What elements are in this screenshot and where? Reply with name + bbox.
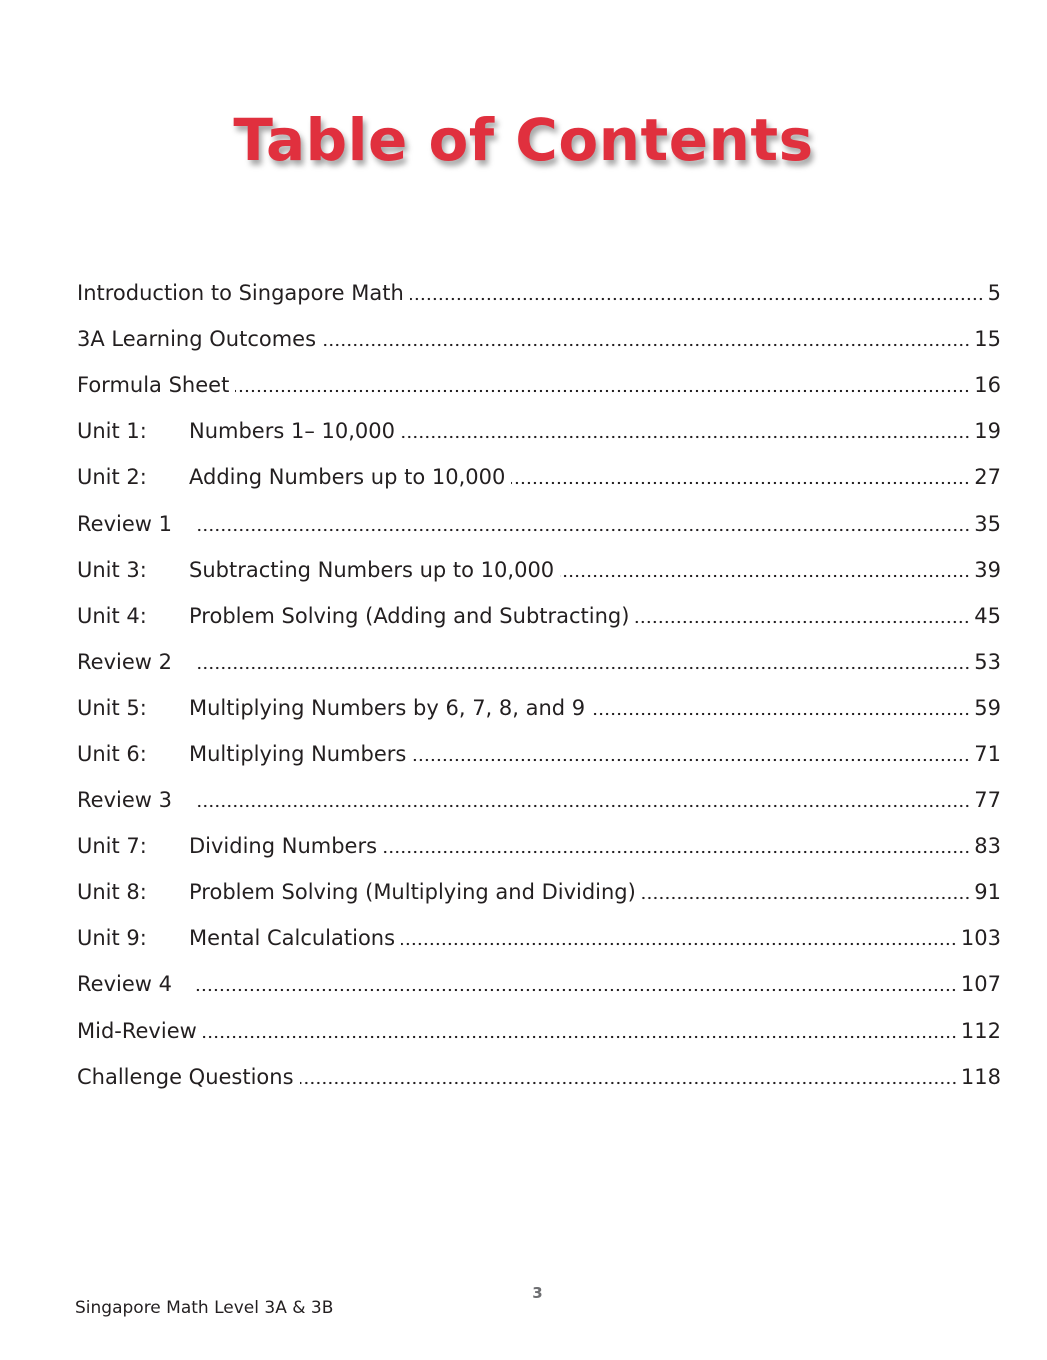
toc-entry-title: Subtracting Numbers up to 10,000 bbox=[189, 557, 555, 582]
toc-entry bbox=[77, 823, 1001, 869]
toc-entry-title: Multiplying Numbers bbox=[189, 741, 407, 766]
toc-entry bbox=[77, 1008, 1001, 1054]
dot-leader bbox=[300, 1081, 957, 1085]
toc-entry bbox=[77, 731, 1001, 777]
dot-leader bbox=[412, 758, 970, 762]
page-title: Table of Contents bbox=[233, 106, 814, 174]
toc-entry bbox=[77, 408, 1001, 454]
toc-entry-title: Multiplying Numbers by 6, 7, 8, and 9 bbox=[189, 695, 586, 720]
toc-entry-page: 59 bbox=[974, 695, 1001, 720]
toc-entry bbox=[77, 270, 1001, 316]
toc-entry bbox=[77, 777, 1001, 823]
toc-entry-page: 53 bbox=[974, 649, 1001, 674]
toc-entry-label: Unit 2: bbox=[77, 465, 147, 490]
toc-entry bbox=[77, 961, 1001, 1007]
toc-entry-label: Unit 3: bbox=[77, 557, 147, 582]
dot-leader bbox=[203, 1035, 957, 1039]
toc-entry bbox=[77, 915, 1001, 961]
toc-entry-label: Unit 9: bbox=[77, 926, 147, 951]
dot-leader bbox=[642, 896, 970, 900]
toc-entry-page: 112 bbox=[960, 1018, 1001, 1043]
toc-entry-page: 107 bbox=[960, 972, 1001, 997]
toc-entry-page: 27 bbox=[974, 465, 1001, 490]
dot-leader bbox=[195, 988, 957, 992]
toc-entry bbox=[77, 362, 1001, 408]
toc-entry-page: 118 bbox=[960, 1064, 1001, 1089]
toc-entry-page: 5 bbox=[987, 281, 1001, 306]
toc-entry-page: 15 bbox=[974, 327, 1001, 352]
toc-entry-title: Problem Solving (Multiplying and Dividing) bbox=[189, 880, 636, 905]
toc-entry-label: Review 1 bbox=[77, 511, 172, 536]
table-of-contents bbox=[77, 270, 1001, 1100]
dot-leader bbox=[410, 297, 984, 301]
toc-entry-title: Formula Sheet bbox=[77, 373, 230, 398]
toc-entry-page: 16 bbox=[974, 373, 1001, 398]
toc-entry-label: Review 2 bbox=[77, 649, 172, 674]
footer-book-title: Singapore Math Level 3A & 3B bbox=[75, 1298, 334, 1318]
toc-entry-label: Unit 5: bbox=[77, 695, 147, 720]
dot-leader bbox=[195, 804, 970, 808]
toc-entry-title: 3A Learning Outcomes bbox=[77, 327, 317, 352]
toc-entry-title: Introduction to Singapore Math bbox=[77, 281, 404, 306]
toc-entry bbox=[77, 685, 1001, 731]
dot-leader bbox=[195, 528, 970, 532]
toc-entry-label: Review 4 bbox=[77, 972, 172, 997]
toc-entry-label: Unit 8: bbox=[77, 880, 147, 905]
toc-entry-page: 77 bbox=[974, 788, 1001, 813]
toc-entry bbox=[77, 454, 1001, 500]
toc-entry bbox=[77, 869, 1001, 915]
dot-leader bbox=[322, 343, 970, 347]
toc-entry-title: Numbers 1– 10,000 bbox=[189, 419, 395, 444]
toc-entry-label: Unit 7: bbox=[77, 834, 147, 859]
toc-entry-page: 71 bbox=[974, 741, 1001, 766]
toc-entry bbox=[77, 639, 1001, 685]
toc-entry-title: Adding Numbers up to 10,000 bbox=[189, 465, 506, 490]
page-number: 3 bbox=[532, 1284, 543, 1302]
toc-entry-title: Dividing Numbers bbox=[189, 834, 378, 859]
toc-entry-label: Unit 4: bbox=[77, 603, 147, 628]
toc-entry bbox=[77, 547, 1001, 593]
toc-entry-page: 45 bbox=[974, 603, 1001, 628]
dot-leader bbox=[635, 620, 970, 624]
toc-entry-label: Review 3 bbox=[77, 788, 172, 813]
toc-entry-page: 103 bbox=[960, 926, 1001, 951]
dot-leader bbox=[401, 942, 957, 946]
toc-entry bbox=[77, 316, 1001, 362]
dot-leader bbox=[591, 712, 970, 716]
toc-entry-page: 39 bbox=[974, 557, 1001, 582]
dot-leader bbox=[401, 435, 970, 439]
toc-entry bbox=[77, 500, 1001, 546]
dot-leader bbox=[195, 666, 970, 670]
toc-entry-page: 83 bbox=[974, 834, 1001, 859]
toc-entry-label: Unit 6: bbox=[77, 741, 147, 766]
toc-entry-page: 91 bbox=[974, 880, 1001, 905]
toc-entry-page: 35 bbox=[974, 511, 1001, 536]
toc-entry-title: Problem Solving (Adding and Subtracting) bbox=[189, 603, 630, 628]
toc-entry bbox=[77, 593, 1001, 639]
toc-entry-page: 19 bbox=[974, 419, 1001, 444]
toc-entry-label: Unit 1: bbox=[77, 419, 147, 444]
dot-leader bbox=[511, 481, 970, 485]
dot-leader bbox=[383, 850, 970, 854]
toc-entry-title: Mid-Review bbox=[77, 1018, 197, 1043]
toc-entry bbox=[77, 1054, 1001, 1100]
toc-entry-title: Mental Calculations bbox=[189, 926, 396, 951]
toc-entry-title: Challenge Questions bbox=[77, 1064, 294, 1089]
dot-leader bbox=[560, 574, 970, 578]
dot-leader bbox=[235, 389, 970, 393]
